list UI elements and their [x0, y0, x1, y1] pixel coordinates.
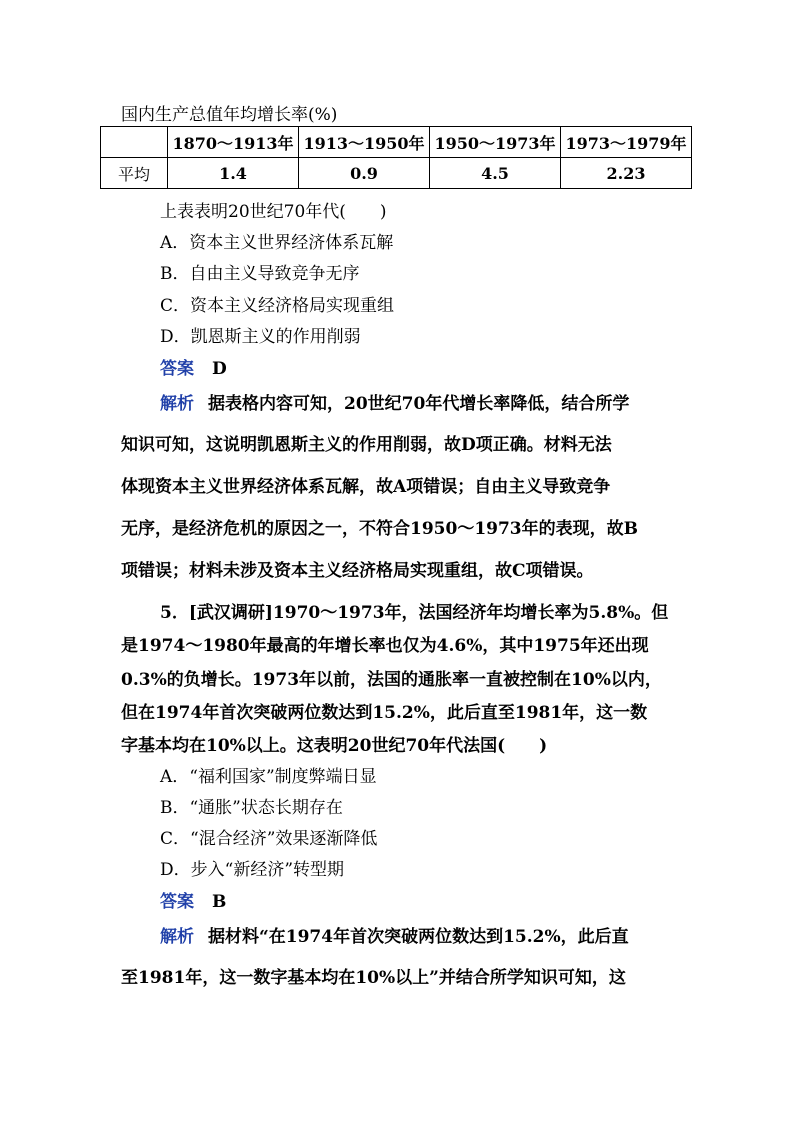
option-b: B．自由主义导致竞争无序 — [160, 264, 360, 284]
answer-value: D — [212, 359, 227, 379]
table-header-cell — [101, 127, 168, 158]
table-cell: 0.9 — [299, 158, 430, 189]
table-row — [101, 158, 692, 189]
analysis-text: 至1981年，这一数字基本均在10%以上”并结合所学知识可知，这 — [121, 968, 626, 988]
option-c: C．资本主义经济格局实现重组 — [160, 296, 395, 316]
option-d: D．凯恩斯主义的作用削弱 — [160, 327, 361, 347]
option-d: D．步入“新经济”转型期 — [160, 860, 345, 880]
analysis-text: 体现资本主义世界经济体系瓦解，故A项错误；自由主义导致竞争 — [121, 477, 611, 497]
table-cell: 4.5 — [430, 158, 561, 189]
question-stem: 但在1974年首次突破两位数达到15.2%，此后直至1981年，这一数 — [121, 703, 648, 723]
analysis-line — [160, 922, 629, 947]
question-stem: 字基本均在10%以上。这表明20世纪70年代法国( ) — [121, 736, 548, 756]
question-stem: 是1974～1980年最高的年增长率也仅为4.6%，其中1975年还出现 — [121, 636, 649, 656]
answer-label: 答案 — [160, 359, 194, 379]
table-header-cell: 1913～1950年 — [299, 127, 430, 158]
question-stem: 5．[武汉调研]1970～1973年，法国经济年均增长率为5.8%。但 — [160, 603, 669, 623]
analysis-text: 无序，是经济危机的原因之一，不符合1950～1973年的表现，故B — [121, 519, 638, 539]
option-b: B．“通胀”状态长期存在 — [160, 798, 343, 818]
option-a: A．“福利国家”制度弊端日显 — [160, 767, 377, 787]
question-stem: 上表表明20世纪70年代( ) — [160, 202, 387, 222]
option-a: A．资本主义世界经济体系瓦解 — [160, 233, 394, 253]
answer-line — [160, 887, 226, 912]
growth-rate-table — [100, 126, 692, 189]
table-cell: 平均 — [101, 158, 168, 189]
analysis-text: 据表格内容可知，20世纪70年代增长率降低，结合所学 — [208, 394, 630, 414]
table-cell: 2.23 — [561, 158, 692, 189]
question-stem: 0.3%的负增长。1973年以前，法国的通胀率一直被控制在10%以内， — [121, 670, 662, 690]
table-header-cell: 1950～1973年 — [430, 127, 561, 158]
table-header-row — [101, 127, 692, 158]
answer-value: B — [212, 892, 227, 912]
option-c: C．“混合经济”效果逐渐降低 — [160, 829, 378, 849]
analysis-text: 知识可知，这说明凯恩斯主义的作用削弱，故D项正确。材料无法 — [121, 435, 612, 455]
table-cell: 1.4 — [168, 158, 299, 189]
table-header-cell: 1870～1913年 — [168, 127, 299, 158]
table-header-cell: 1973～1979年 — [561, 127, 692, 158]
analysis-label: 解析 — [160, 394, 194, 414]
table-caption: 国内生产总值年均增长率(%) — [121, 105, 338, 125]
answer-label: 答案 — [160, 892, 194, 912]
answer-line — [160, 354, 227, 379]
analysis-text: 据材料“在1974年首次突破两位数达到15.2%，此后直 — [208, 927, 629, 947]
analysis-text: 项错误；材料未涉及资本主义经济格局实现重组，故C项错误。 — [121, 561, 594, 581]
analysis-label: 解析 — [160, 927, 194, 947]
analysis-line — [160, 389, 629, 414]
